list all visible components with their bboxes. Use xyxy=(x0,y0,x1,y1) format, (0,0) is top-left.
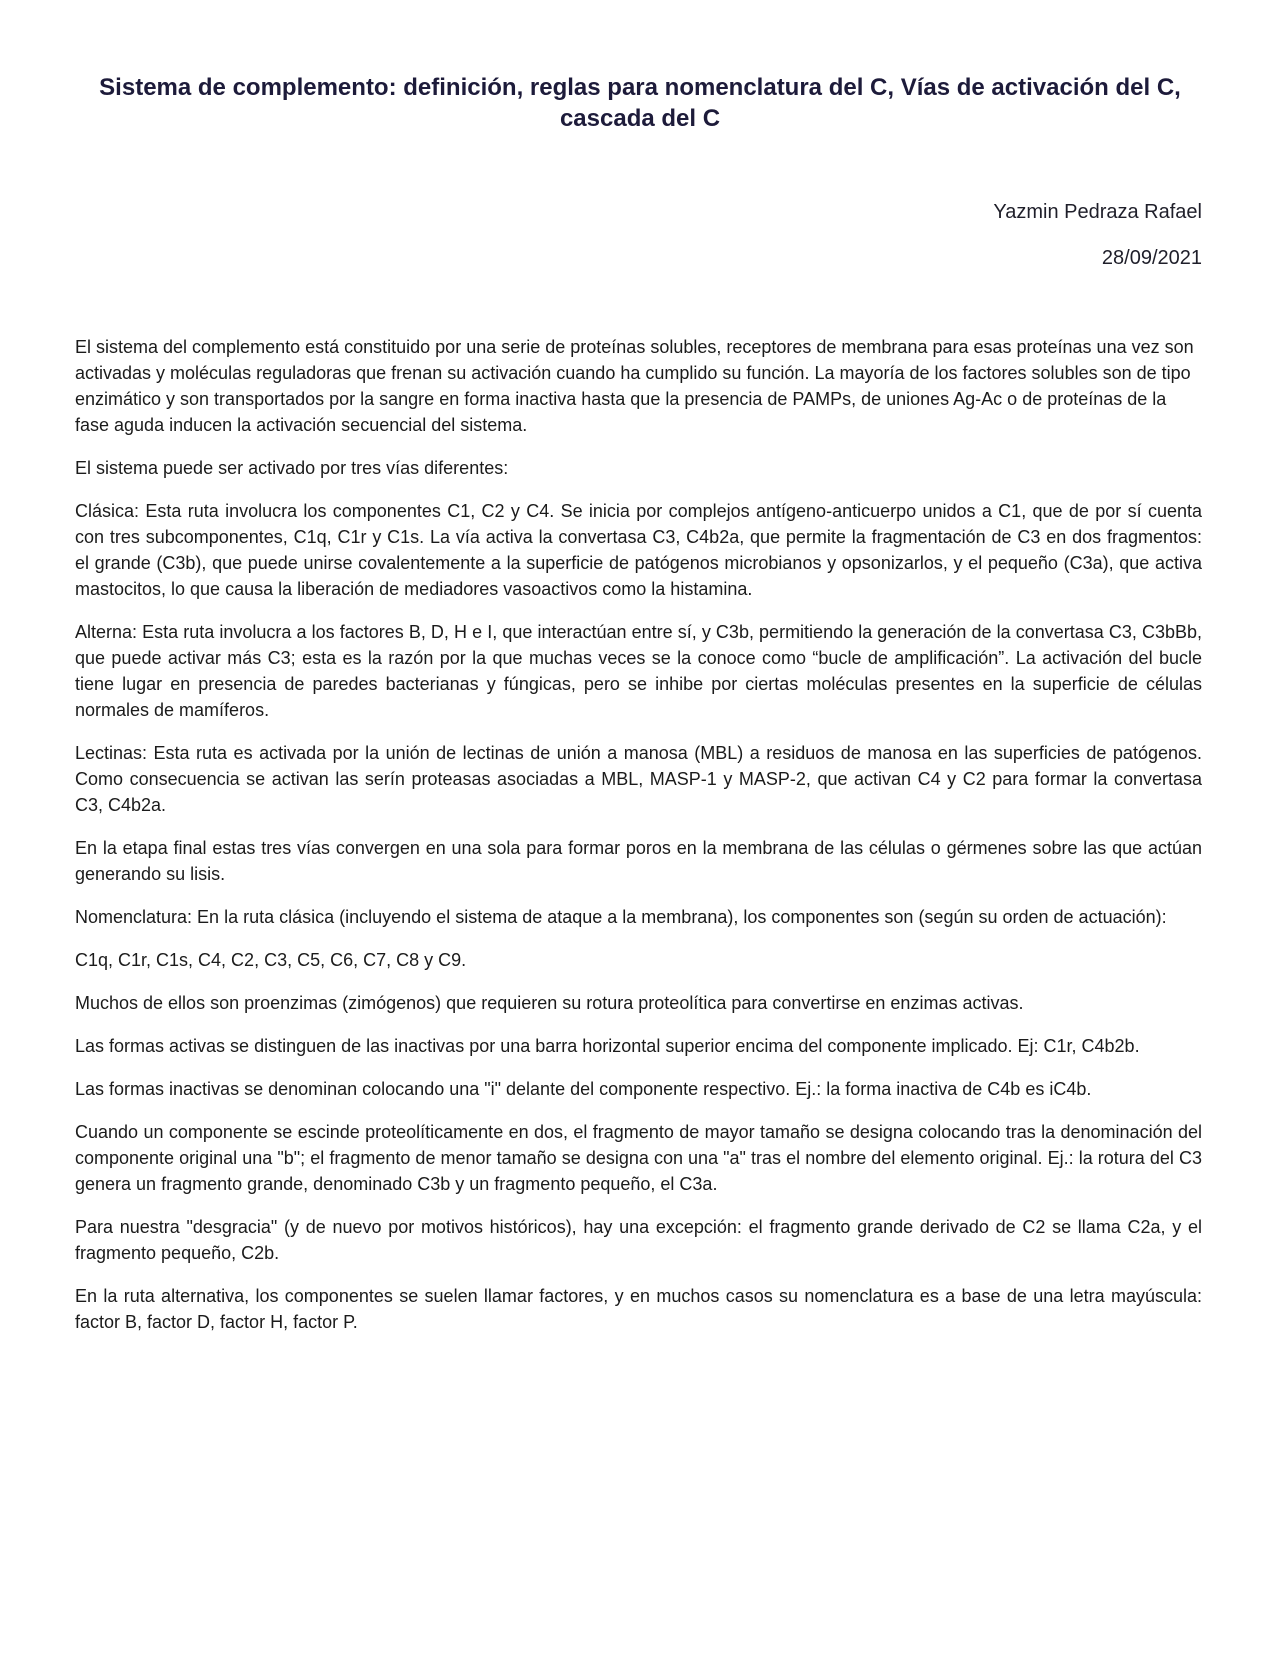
paragraph-alternative-route: Alterna: Esta ruta involucra a los factores B, D, H e I, que interactúan entre sí, y C3b, permitiendo la generación de la convertasa C3, C3bBb, que puede activar más C3; esta es la razón por la que muchas veces se la conoce como “bucle de amplificación”. La activación del bucle tiene lugar en presencia de paredes bacterianas y fúngicas, pero se inhibe por ciertas moléculas presentes en la superficie de células normales de mamíferos. xyxy=(75,622,1202,720)
paragraph-nomenclature: Nomenclatura: En la ruta clásica (incluyendo el sistema de ataque a la membrana), los componentes son (según su orden de actuación): xyxy=(75,907,1167,927)
document-author: Yazmin Pedraza Rafael xyxy=(993,201,1202,223)
paragraph-intro: El sistema del complemento está constituido por una serie de proteínas solubles, receptores de membrana para esas proteínas una vez son activadas y moléculas reguladoras que frenan su activación cuando ha cumplido su función. La mayoría de los factores solubles son de tipo enzimático y son transportados por la sangre en forma inactiva hasta que la presencia de PAMPs, de uniones Ag-Ac o de proteínas de la fase aguda inducen la activación secuencial del sistema. xyxy=(75,337,1194,435)
document-title: Sistema de complemento: definición, reglas para nomenclatura del C, Vías de activación del C, cascada del C xyxy=(99,74,1181,132)
paragraph-lectin-route: Lectinas: Esta ruta es activada por la unión de lectinas de unión a manosa (MBL) a residuos de manosa en las superficies de patógenos. Como consecuencia se activan las serín proteasas asociadas a MBL, MASP-1 y MASP-2, que activan C4 y C2 para formar la convertasa C3, C4b2a. xyxy=(75,743,1202,815)
paragraph-final-stage: En la etapa final estas tres vías convergen en una sola para formar poros en la membrana de las células o gérmenes sobre las que actúan generando su lisis. xyxy=(75,838,1202,884)
paragraph-classic-route: Clásica: Esta ruta involucra los componentes C1, C2 y C4. Se inicia por complejos antígeno-anticuerpo unidos a C1, que de por sí cuenta con tres subcomponentes, C1q, C1r y C1s. La vía activa la convertasa C3, C4b2a, que permite la fragmentación de C3 en dos fragmentos: el grande (C3b), que puede unirse covalentemente a la superficie de patógenos microbianos y opsonizarlos, y el pequeño (C3a), que activa mastocitos, lo que causa la liberación de mediadores vasoactivos como la histamina. xyxy=(75,501,1202,599)
paragraph-alternative-factors: En la ruta alternativa, los componentes se suelen llamar factores, y en muchos casos su nomenclatura es a base de una letra mayúscula: factor B, factor D, factor H, factor P. xyxy=(75,1286,1202,1332)
document-date: 28/09/2021 xyxy=(1101,247,1202,269)
paragraph-exception: Para nuestra "desgracia" (y de nuevo por motivos históricos), hay una excepción: el fragmento grande derivado de C2 se llama C2a, y el fragmento pequeño, C2b. xyxy=(75,1217,1202,1263)
paragraph-activation-routes: El sistema puede ser activado por tres vías diferentes: xyxy=(75,458,509,478)
paragraph-inactive-forms: Las formas inactivas se denominan colocando una "i" delante del componente respectivo. Ej.: la forma inactiva de C4b es iC4b. xyxy=(75,1079,1092,1099)
paragraph-fragment-naming: Cuando un componente se escinde proteolíticamente en dos, el fragmento de mayor tamaño se designa colocando tras la denominación del componente original una "b"; el fragmento de menor tamaño se designa con una "a" tras el nombre del elemento original. Ej.: la rotura del C3 genera un fragmento grande, denominado C3b y un fragmento pequeño, el C3a. xyxy=(75,1122,1202,1194)
document-body xyxy=(75,334,1202,1352)
paragraph-component-list: C1q, C1r, C1s, C4, C2, C3, C5, C6, C7, C8 y C9. xyxy=(75,950,467,970)
paragraph-proenzymes: Muchos de ellos son proenzimas (zimógenos) que requieren su rotura proteolítica para convertirse en enzimas activas. xyxy=(75,993,1024,1013)
paragraph-active-forms: Las formas activas se distinguen de las inactivas por una barra horizontal superior encima del componente implicado. Ej: C1r, C4b2b. xyxy=(75,1036,1140,1056)
